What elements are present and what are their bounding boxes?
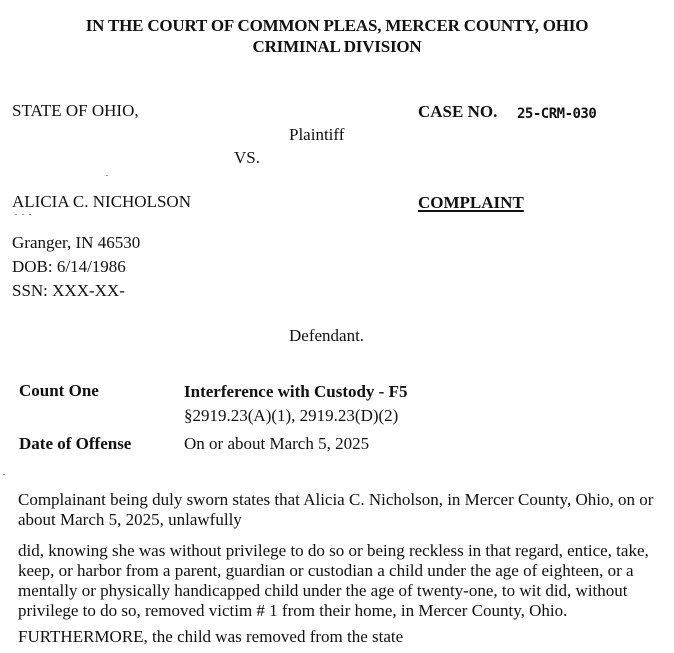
date-of-offense-value: On or about March 5, 2025 bbox=[184, 434, 370, 453]
case-number-value: 25-CRM-030 bbox=[517, 106, 597, 122]
complaint-paragraph-charge: did, knowing she was without privilege to do so or being reckless in that regard, entice, take, keep, or harbor from a parent, guardian or custodian a child under the age of eighteen, or a mentally or physically handicapped child under the age of twenty-one, to wit did, without privilege to do so, removed victim # 1 from their home, in Mercer County, Ohio. bbox=[18, 541, 649, 620]
case-number-label: CASE NO. bbox=[418, 102, 498, 121]
plaintiff-label: Plaintiff bbox=[289, 125, 345, 144]
redacted-address-line bbox=[29, 214, 31, 215]
offense-title: Interference with Custody - F5 bbox=[184, 382, 408, 401]
complaint-paragraph-furthermore: FURTHERMORE, the child was removed from the state bbox=[18, 627, 404, 646]
document-type-title: COMPLAINT bbox=[418, 193, 524, 212]
defendant-name: ALICIA C. NICHOLSON bbox=[12, 192, 191, 211]
court-heading: IN THE COURT OF COMMON PLEAS, MERCER COUNTY, OHIO bbox=[85, 16, 589, 35]
versus-label: VS. bbox=[234, 148, 260, 167]
defendant-dob: DOB: 6/14/1986 bbox=[12, 257, 126, 276]
scan-artifact bbox=[3, 474, 5, 475]
redacted-address-line bbox=[22, 214, 24, 215]
complaint-paragraph-intro: Complainant being duly sworn states that Alicia C. Nicholson, in Mercer County, Ohio, on or about March 5, 2025, unlawfully bbox=[18, 490, 654, 529]
defendant-ssn: SSN: XXX-XX- bbox=[12, 281, 125, 300]
scan-artifact bbox=[106, 175, 108, 176]
defendant-label: Defendant. bbox=[289, 326, 365, 345]
division-heading: CRIMINAL DIVISION bbox=[252, 37, 422, 56]
plaintiff-name: STATE OF OHIO, bbox=[12, 101, 139, 120]
defendant-address: Granger, IN 46530 bbox=[12, 233, 141, 252]
redacted-address-line bbox=[15, 214, 17, 215]
statute-citation: §2919.23(A)(1), 2919.23(D)(2) bbox=[184, 406, 399, 425]
date-of-offense-label: Date of Offense bbox=[19, 434, 132, 453]
count-label: Count One bbox=[19, 381, 99, 400]
